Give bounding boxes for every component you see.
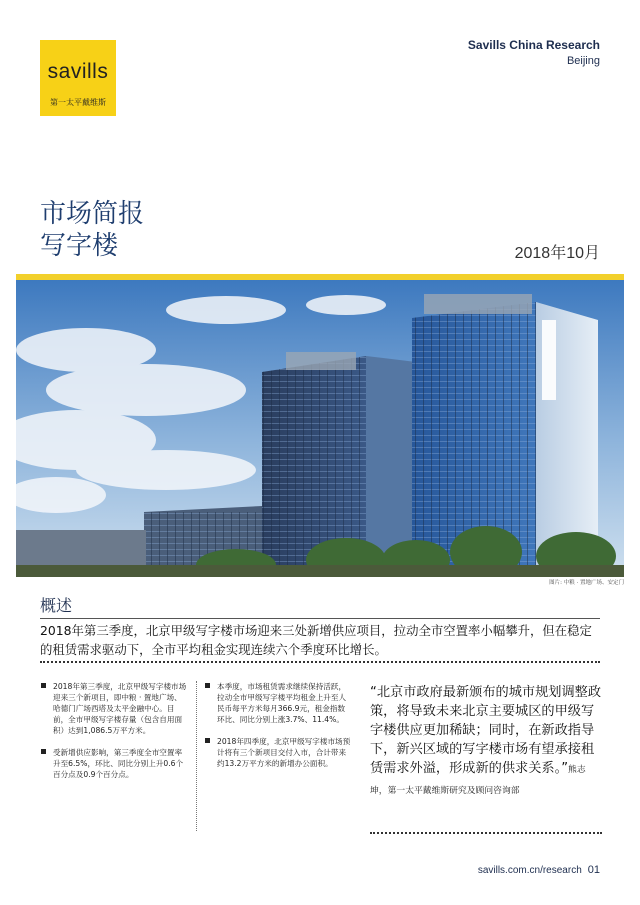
- bullet-square-icon: [205, 738, 210, 743]
- bullet-text: 2018年四季度，北京甲级写字楼市场预计将有三个新项目交付入市，合计带来约13.2万平方米的新增办公面积。: [217, 737, 351, 768]
- bullet-text: 2018年第三季度，北京甲级写字楼市场迎来三个新项目，即中粮 · 置地广场、哈德门广场西塔及太平金融中心。目前，全市甲级写字楼存量（包含自用面积）达到1,086.5万平方米。: [53, 682, 187, 735]
- column-separator: [196, 681, 197, 831]
- cover-photo: [16, 280, 624, 577]
- report-title: 市场简报: [40, 199, 145, 229]
- footer-url-link[interactable]: savills.com.cn/research: [477, 865, 582, 876]
- report-subtitle: 写字楼: [40, 231, 119, 261]
- section-divider: [40, 618, 600, 619]
- bullet-item: [40, 747, 188, 780]
- pull-quote: [370, 683, 602, 801]
- brand-research-title: Savills China Research: [467, 38, 600, 52]
- section-heading: 概述: [40, 596, 73, 615]
- bullet-square-icon: [41, 749, 46, 754]
- report-date: 2018年10月: [514, 245, 600, 262]
- brand-city: Beijing: [566, 55, 600, 67]
- brand-block: [468, 38, 600, 67]
- quote-dotted-divider: [370, 832, 602, 834]
- bullet-column-left: [40, 681, 188, 791]
- logo-wordmark: savills: [47, 60, 109, 83]
- bullet-item: [204, 681, 352, 725]
- savills-logo[interactable]: [40, 40, 116, 116]
- bullet-text: 受新增供应影响，第三季度全市空置率升至6.5%，环比、同比分别上升0.6个百分点及0.9个百分点。: [53, 748, 184, 779]
- bullet-column-middle: [204, 681, 352, 780]
- bullet-square-icon: [205, 683, 210, 688]
- photo-caption: 图片: 中粮 · 置地广场、安定门: [549, 580, 624, 586]
- quote-attribution: 熊志坤，第一太平戴维斯研究及顾问咨询部: [370, 765, 586, 796]
- summary-dotted-divider: [40, 661, 600, 663]
- bullet-item: [204, 736, 352, 769]
- page-number: 01: [587, 864, 600, 876]
- bullet-square-icon: [41, 683, 46, 688]
- logo-chinese-name: 第一太平戴维斯: [50, 98, 106, 107]
- page-footer: [478, 864, 600, 876]
- summary-paragraph: 2018年第三季度，北京甲级写字楼市场迎来三处新增供应项目，拉动全市空置率小幅攀升，但在稳定的租赁需求驱动下，全市平均租金实现连续六个季度环比增长。: [40, 623, 592, 657]
- quote-text: “北京市政府最新颁布的城市规划调整政策，将导致未来北京主要城区的甲级写字楼供应更加稀缺；同时，在新政指导下，新兴区域的写字楼市场有望承接租赁需求外溢，形成新的供求关系。”: [370, 685, 602, 776]
- bullet-text: 本季度，市场租赁需求继续保持活跃，拉动全市甲级写字楼平均租金上升至人民币每平方米每月366.9元，租金指数环比、同比分别上涨3.7%、11.4%。: [217, 682, 347, 724]
- bullet-item: [40, 681, 188, 736]
